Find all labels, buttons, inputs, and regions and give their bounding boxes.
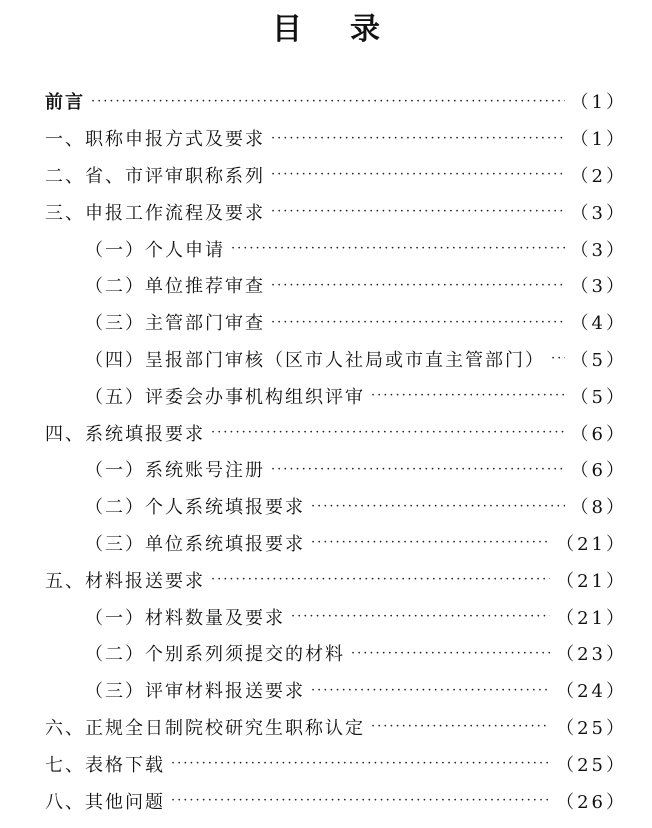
dot-leader: [271, 278, 565, 293]
dot-leader: [311, 499, 565, 514]
toc-entry-page: （3）: [570, 239, 627, 261]
dot-leader: [371, 388, 565, 403]
dot-leader: [211, 572, 550, 587]
toc-entry-page: （8）: [570, 497, 627, 519]
toc-entry-page: （25）: [556, 717, 627, 739]
toc-entry-label: （一）系统账号注册: [85, 460, 265, 482]
toc-entry[interactable]: [45, 157, 627, 194]
toc-entry-label: 五、材料报送要求: [45, 570, 205, 592]
toc-entry-page: （21）: [556, 570, 627, 592]
dot-leader: [271, 131, 565, 146]
toc-entry[interactable]: [45, 635, 627, 672]
toc-entry-label: （二）个别系列须提交的材料: [85, 644, 345, 666]
toc-entry[interactable]: [45, 267, 627, 304]
dot-leader: [291, 609, 550, 624]
dot-leader: [551, 351, 565, 366]
toc-entry-label: （三）单位系统填报要求: [85, 533, 305, 555]
toc-entry-label: 六、正规全日制院校研究生职称认定: [45, 717, 365, 739]
toc-entry-page: （6）: [570, 460, 627, 482]
toc-entry-page: （1）: [570, 92, 627, 114]
toc-entry[interactable]: [45, 488, 627, 525]
toc-entry-label: （二）个人系统填报要求: [85, 497, 305, 519]
dot-leader: [351, 646, 550, 661]
toc-entry-label: 三、申报工作流程及要求: [45, 202, 265, 224]
toc-entry-page: （24）: [556, 681, 627, 703]
toc-entry-label: （一）个人申请: [85, 239, 225, 261]
dot-leader: [171, 793, 550, 808]
toc-entry-page: （2）: [570, 165, 627, 187]
toc-entry-page: （26）: [556, 791, 627, 813]
table-of-contents: [45, 83, 627, 819]
toc-entry-page: （21）: [556, 533, 627, 555]
toc-entry[interactable]: [45, 745, 627, 782]
toc-entry[interactable]: [45, 672, 627, 709]
toc-entry-page: （21）: [556, 607, 627, 629]
toc-entry-page: （3）: [570, 202, 627, 224]
toc-entry[interactable]: [45, 414, 627, 451]
toc-entry-page: （25）: [556, 754, 627, 776]
toc-entry[interactable]: [45, 341, 627, 378]
dot-leader: [171, 756, 550, 771]
dot-leader: [311, 683, 550, 698]
toc-entry[interactable]: [45, 598, 627, 635]
toc-entry-label: （三）评审材料报送要求: [85, 681, 305, 703]
toc-entry[interactable]: [45, 525, 627, 562]
toc-entry-label: 八、其他问题: [45, 791, 165, 813]
toc-entry-page: （23）: [556, 644, 627, 666]
toc-entry-label: （一）材料数量及要求: [85, 607, 285, 629]
toc-entry-page: （1）: [570, 129, 627, 151]
toc-entry-page: （4）: [570, 313, 627, 335]
toc-entry[interactable]: [45, 193, 627, 230]
dot-leader: [271, 462, 565, 477]
toc-entry[interactable]: [45, 451, 627, 488]
toc-entry[interactable]: [45, 782, 627, 819]
toc-entry[interactable]: [45, 83, 627, 120]
toc-entry[interactable]: [45, 561, 627, 598]
dot-leader: [271, 315, 565, 330]
dot-leader: [91, 94, 565, 109]
toc-entry-label: 四、系统填报要求: [45, 423, 205, 445]
dot-leader: [271, 204, 565, 219]
toc-entry-page: （3）: [570, 276, 627, 298]
toc-entry-label: （二）单位推荐审查: [85, 276, 265, 298]
toc-title: 目录: [272, 12, 428, 47]
toc-entry-label: （四）呈报部门审核（区市人社局或市直主管部门）: [85, 349, 545, 371]
toc-entry-label: 一、职称申报方式及要求: [45, 129, 265, 151]
dot-leader: [311, 535, 550, 550]
toc-entry-page: （5）: [570, 386, 627, 408]
toc-entry[interactable]: [45, 709, 627, 746]
toc-entry[interactable]: [45, 304, 627, 341]
dot-leader: [231, 241, 565, 256]
toc-entry-label: 七、表格下载: [45, 754, 165, 776]
toc-entry-label: （三）主管部门审查: [85, 313, 265, 335]
toc-entry-page: （6）: [570, 423, 627, 445]
toc-entry-label: （五）评委会办事机构组织评审: [85, 386, 365, 408]
toc-entry[interactable]: [45, 230, 627, 267]
toc-entry[interactable]: [45, 120, 627, 157]
toc-entry-label: 前言: [45, 92, 85, 114]
dot-leader: [371, 719, 550, 734]
toc-entry-label: 二、省、市评审职称系列: [45, 165, 265, 187]
dot-leader: [211, 425, 565, 440]
toc-entry[interactable]: [45, 377, 627, 414]
dot-leader: [271, 167, 565, 182]
toc-entry-page: （5）: [570, 349, 627, 371]
